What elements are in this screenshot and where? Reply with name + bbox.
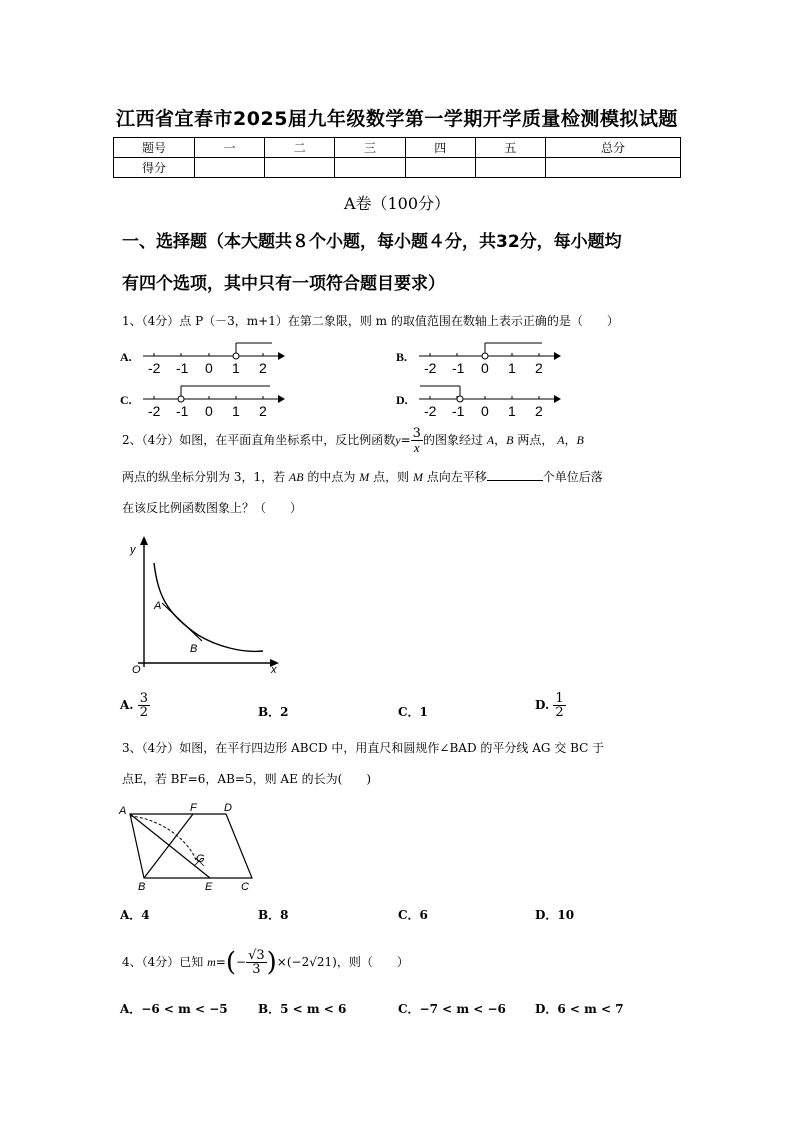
score-header-cell: 五 bbox=[475, 138, 545, 158]
q2-line3: 在该反比例函数图象上？（ ） bbox=[122, 501, 303, 515]
q4-text: 4、（4分）已知 bbox=[122, 955, 204, 969]
tick-label: 0 bbox=[481, 403, 489, 419]
q2-option-d[interactable] bbox=[535, 692, 566, 719]
tick-label: -1 bbox=[452, 403, 465, 419]
q2-text: 点向左平移 bbox=[426, 470, 487, 484]
fraction-num: 1 bbox=[555, 691, 564, 706]
hyperbola-curve bbox=[154, 563, 263, 651]
graph-label-origin: O bbox=[132, 664, 141, 676]
left-paren: ( bbox=[225, 947, 236, 978]
q4-option-a[interactable]: A．−6 < m < −5 bbox=[120, 1002, 228, 1016]
q3-option-b[interactable]: B．8 bbox=[258, 908, 289, 922]
score-header-cell: 二 bbox=[265, 138, 335, 158]
q4-text: ，则（ ） bbox=[336, 955, 409, 969]
q2-text: 2、（4分）如图，在平面直角坐标系中，反比例函数 bbox=[122, 433, 396, 447]
tick-label: -2 bbox=[148, 360, 161, 376]
q2-fn-y: y bbox=[395, 433, 401, 447]
option-fraction bbox=[138, 692, 150, 719]
q2-var-a: A bbox=[486, 433, 495, 447]
q3-option-d[interactable]: D．10 bbox=[535, 908, 575, 922]
q2-option-b[interactable]: B．2 bbox=[258, 705, 289, 719]
q2-fraction-num: 3 bbox=[412, 426, 421, 441]
score-header-cell: 题号 bbox=[114, 138, 195, 158]
tick-label: 1 bbox=[232, 360, 240, 376]
right-paren: ) bbox=[266, 947, 277, 978]
q4-stem: 4、（4分）已知 m=(− $\frac{√3}{3}$ )×(−2√21)，则（ ） bbox=[122, 947, 409, 978]
fig-label-a: A bbox=[119, 805, 127, 817]
fraction-den: 2 bbox=[139, 705, 148, 720]
score-header-cell: 总分 bbox=[546, 138, 681, 158]
tick-label: 0 bbox=[481, 360, 489, 376]
fig-label-d: D bbox=[224, 802, 232, 814]
q2-text: 个单位后落 bbox=[542, 470, 603, 484]
q2-fraction-den: x bbox=[413, 440, 420, 455]
tick-label: 2 bbox=[259, 360, 267, 376]
q2-text: ， bbox=[494, 433, 507, 447]
q3-line2: 点E，若 BF=6，AB=5，则 AE 的长为( ) bbox=[122, 772, 372, 786]
q2-var-b: B bbox=[506, 433, 514, 447]
score-header-cell: 三 bbox=[335, 138, 405, 158]
graph-label-x: x bbox=[271, 664, 277, 676]
exam-title: 江西省宜春市2025届九年级数学第一学期开学质量检测模拟试题 bbox=[116, 108, 678, 130]
q1-option-c-label[interactable]: C. bbox=[120, 393, 132, 407]
q2-var-m: M bbox=[412, 470, 423, 484]
tick-label: 2 bbox=[259, 403, 267, 419]
fig-label-f: F bbox=[190, 802, 197, 814]
fraction-den: 2 bbox=[555, 705, 564, 720]
q4-eq: = bbox=[215, 955, 226, 969]
segment-bf bbox=[144, 814, 193, 878]
tick-label: -2 bbox=[148, 403, 161, 419]
q4-fraction bbox=[246, 949, 267, 976]
q4-option-d[interactable]: D．6 < m < 7 bbox=[535, 1002, 624, 1016]
tick-label: 0 bbox=[205, 403, 213, 419]
q2-option-a[interactable] bbox=[120, 692, 150, 719]
q4-var-m: m bbox=[207, 955, 216, 969]
q2-text: ， bbox=[564, 433, 577, 447]
score-cell[interactable] bbox=[475, 158, 545, 178]
q2-text: 两点的纵坐标分别为 3，1，若 bbox=[122, 470, 286, 484]
q1-option-d-label[interactable]: D. bbox=[396, 393, 408, 407]
score-cell[interactable] bbox=[405, 158, 475, 178]
graph-label-y: y bbox=[130, 544, 136, 556]
q2-var-a: A bbox=[557, 433, 565, 447]
option-label: D. bbox=[535, 698, 550, 712]
q1-option-d-number-line[interactable] bbox=[416, 383, 561, 423]
q2-line2 bbox=[122, 462, 682, 492]
tick-label: 1 bbox=[508, 360, 516, 376]
q2-var-m: M bbox=[359, 470, 370, 484]
score-row-label: 得分 bbox=[114, 158, 195, 178]
q2-var-b: B bbox=[576, 433, 584, 447]
tick-label: -1 bbox=[452, 360, 465, 376]
score-table-score-row bbox=[114, 158, 681, 178]
q3-line1: 3、（4分）如图，在平行四边形 ABCD 中，用直尺和圆规作∠BAD 的平分线 AG 交 BC 于 bbox=[122, 741, 605, 755]
tick-label: -1 bbox=[176, 360, 189, 376]
graph-label-b: B bbox=[190, 643, 198, 655]
tick-label: 0 bbox=[205, 360, 213, 376]
score-table-header-row bbox=[114, 138, 681, 158]
option-label: A. bbox=[120, 698, 134, 712]
tick-label: 1 bbox=[508, 403, 516, 419]
graph-label-a: A bbox=[154, 600, 162, 612]
q2-text: 的中点为 bbox=[307, 470, 356, 484]
tick-label: 2 bbox=[535, 360, 543, 376]
fig-label-g: G bbox=[196, 853, 205, 865]
tick-label: 2 bbox=[535, 403, 543, 419]
tick-label: -2 bbox=[424, 360, 437, 376]
tick-label: -2 bbox=[424, 403, 437, 419]
section-a-heading: A卷（100分） bbox=[343, 194, 451, 213]
q2-text: 的图象经过 bbox=[422, 433, 483, 447]
q2-option-c[interactable]: C．1 bbox=[398, 705, 428, 719]
tick-label: -1 bbox=[176, 403, 189, 419]
q4-fraction-den: 3 bbox=[252, 962, 261, 977]
q1-option-a-number-line[interactable] bbox=[140, 340, 285, 380]
q2-text: 点，则 bbox=[373, 470, 410, 484]
score-header-cell: 一 bbox=[195, 138, 265, 158]
score-cell[interactable] bbox=[335, 158, 405, 178]
tick-label: 1 bbox=[232, 403, 240, 419]
q4-option-b[interactable]: B．5 < m < 6 bbox=[258, 1002, 347, 1016]
fig-label-e: E bbox=[205, 881, 213, 893]
q1-option-a-label[interactable]: A. bbox=[120, 350, 132, 364]
q1-stem: 1、（4分）点 P（－3，m+1）在第二象限，则 m 的取值范围在数轴上表示正确的是（ ） bbox=[122, 314, 619, 328]
segment-ab bbox=[162, 603, 202, 641]
score-cell[interactable] bbox=[265, 158, 335, 178]
option-fraction bbox=[553, 692, 565, 719]
q2-graph bbox=[118, 535, 288, 680]
q4-option-c[interactable]: C．−7 < m < −6 bbox=[398, 1002, 506, 1016]
fraction-num: 3 bbox=[139, 691, 148, 706]
q3-option-a[interactable]: A．4 bbox=[120, 908, 150, 922]
part1-heading-line1: 一、选择题（本大题共８个小题，每小题４分，共32分，每小题均 bbox=[122, 232, 622, 252]
q3-parallelogram-figure bbox=[116, 800, 266, 895]
score-header-cell: 四 bbox=[405, 138, 475, 158]
q1-option-b-number-line[interactable] bbox=[416, 340, 561, 380]
q2-var-ab: AB bbox=[288, 470, 304, 484]
q2-text: 两点， bbox=[517, 433, 554, 447]
score-table bbox=[113, 137, 681, 178]
q2-fn-eq: = bbox=[400, 433, 411, 447]
q4-expr: ×(−2√21) bbox=[276, 955, 337, 969]
q2-blank[interactable] bbox=[487, 468, 543, 481]
part1-heading-line2: 有四个选项，其中只有一项符合题目要求） bbox=[122, 274, 445, 294]
fig-label-c: C bbox=[241, 881, 249, 893]
q3-option-c[interactable]: C．6 bbox=[398, 908, 428, 922]
q4-fraction-num: √3 bbox=[248, 948, 265, 963]
q1-option-b-label[interactable]: B. bbox=[396, 350, 408, 364]
q1-option-c-number-line[interactable] bbox=[140, 383, 285, 423]
fig-label-b: B bbox=[138, 881, 146, 893]
q2-line1 bbox=[122, 425, 682, 455]
score-cell[interactable] bbox=[195, 158, 265, 178]
score-cell[interactable] bbox=[546, 158, 681, 178]
q2-fraction bbox=[411, 427, 423, 454]
